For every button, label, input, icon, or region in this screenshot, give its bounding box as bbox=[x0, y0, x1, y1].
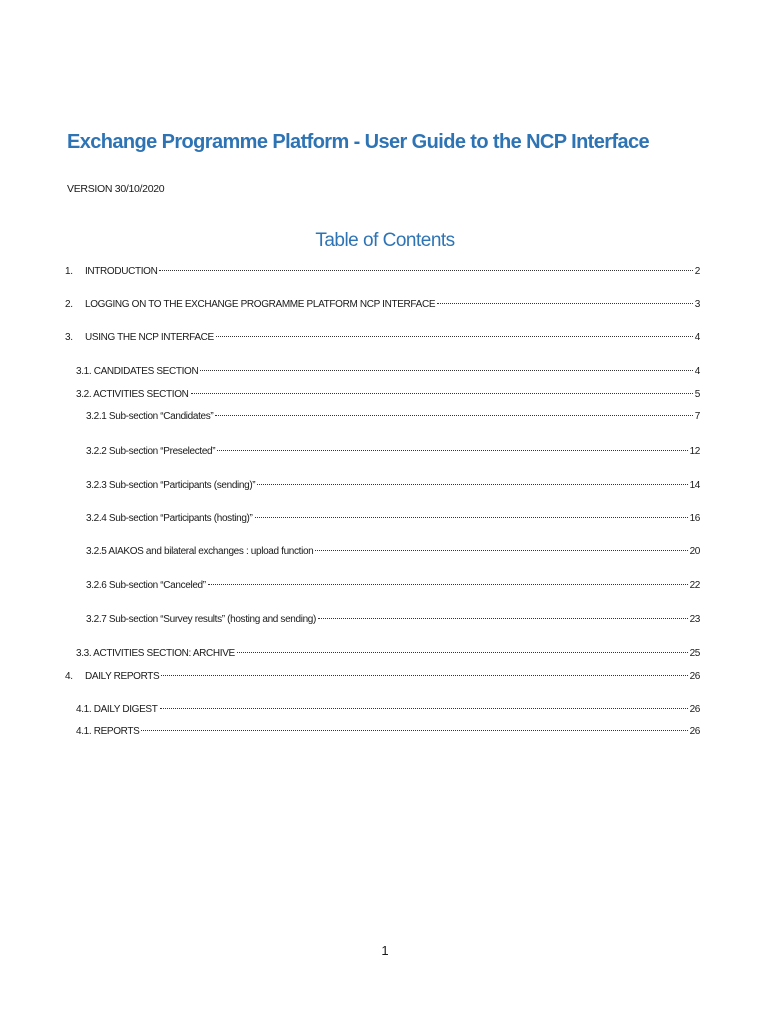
toc-entry-page: 14 bbox=[689, 480, 700, 491]
toc-leader-dots bbox=[159, 270, 692, 271]
toc-entry-page: 4 bbox=[694, 332, 700, 343]
toc-entry-page: 25 bbox=[689, 648, 700, 659]
toc-entry-label: INTRODUCTION bbox=[85, 266, 158, 277]
toc-entry-page: 26 bbox=[689, 671, 700, 682]
toc-entry-number: 3. bbox=[65, 332, 73, 343]
toc-entry-label: USING THE NCP INTERFACE bbox=[85, 332, 214, 343]
toc-entry-page: 26 bbox=[689, 726, 700, 737]
toc-leader-dots bbox=[318, 618, 688, 619]
toc-entry-label: 4.1. REPORTS bbox=[76, 726, 140, 737]
toc-leader-dots bbox=[217, 450, 687, 451]
toc-leader-dots bbox=[161, 675, 687, 676]
toc-entry-label: 3.2. ACTIVITIES SECTION bbox=[76, 389, 189, 400]
toc-entry-label: LOGGING ON TO THE EXCHANGE PROGRAMME PLATFORM NCP INTERFACE bbox=[85, 299, 436, 310]
toc-entry-page: 2 bbox=[694, 266, 700, 277]
toc-leader-dots bbox=[237, 652, 688, 653]
toc-entry-label: 4.1. DAILY DIGEST bbox=[76, 704, 158, 715]
toc-entry-page: 5 bbox=[694, 389, 700, 400]
toc-entry-page: 7 bbox=[694, 411, 700, 422]
toc-entry-subsection-participants-sending[interactable] bbox=[86, 480, 700, 494]
toc-entry-page: 22 bbox=[689, 580, 700, 591]
toc-entry-label: 3.2.2 Sub-section “Preselected” bbox=[86, 446, 216, 457]
toc-entry-label: DAILY REPORTS bbox=[85, 671, 160, 682]
toc-entry-using-ncp-interface[interactable] bbox=[65, 332, 700, 346]
toc-entry-introduction[interactable] bbox=[65, 266, 700, 280]
toc-entry-subsection-candidates[interactable] bbox=[86, 411, 700, 425]
toc-leader-dots bbox=[437, 303, 693, 304]
toc-entry-number: 4. bbox=[65, 671, 73, 682]
toc-entry-subsection-canceled[interactable] bbox=[86, 580, 700, 594]
toc-leader-dots bbox=[215, 415, 692, 416]
toc-entry-reports[interactable] bbox=[76, 726, 700, 740]
toc-entry-daily-digest[interactable] bbox=[76, 704, 700, 718]
toc-entry-label: 3.2.4 Sub-section “Participants (hosting)” bbox=[86, 513, 253, 524]
toc-entry-page: 3 bbox=[694, 299, 700, 310]
toc-leader-dots bbox=[200, 370, 692, 371]
toc-leader-dots bbox=[191, 393, 693, 394]
document-version: VERSION 30/10/2020 bbox=[67, 183, 165, 195]
toc-entry-label: 3.2.5 AIAKOS and bilateral exchanges : upload function bbox=[86, 546, 314, 557]
toc-entry-aiakos-upload[interactable] bbox=[86, 546, 700, 560]
toc-entry-number: 1. bbox=[65, 266, 73, 277]
toc-entry-subsection-participants-hosting[interactable] bbox=[86, 513, 700, 527]
toc-leader-dots bbox=[208, 584, 688, 585]
toc-leader-dots bbox=[255, 517, 688, 518]
toc-entry-page: 12 bbox=[689, 446, 700, 457]
toc-leader-dots bbox=[160, 708, 688, 709]
toc-entry-page: 23 bbox=[689, 614, 700, 625]
toc-leader-dots bbox=[257, 484, 687, 485]
toc-heading: Table of Contents bbox=[315, 230, 455, 251]
toc-entry-page: 4 bbox=[694, 366, 700, 377]
toc-entry-logging-on[interactable] bbox=[65, 299, 700, 313]
toc-entry-label: 3.2.7 Sub-section “Survey results” (hosting and sending) bbox=[86, 614, 316, 625]
toc-entry-subsection-survey-results[interactable] bbox=[86, 614, 700, 628]
document-title: Exchange Programme Platform - User Guide to the NCP Interface bbox=[67, 131, 650, 153]
toc-entry-activities-archive[interactable] bbox=[76, 648, 700, 662]
toc-leader-dots bbox=[141, 730, 687, 731]
toc-leader-dots bbox=[216, 336, 693, 337]
page-number: 1 bbox=[381, 943, 389, 958]
toc-entry-daily-reports[interactable] bbox=[65, 671, 700, 685]
toc-leader-dots bbox=[315, 550, 687, 551]
toc-entry-page: 26 bbox=[689, 704, 700, 715]
toc-entry-page: 16 bbox=[689, 513, 700, 524]
toc-entry-label: 3.1. CANDIDATES SECTION bbox=[76, 366, 199, 377]
toc-entry-number: 2. bbox=[65, 299, 73, 310]
toc-entry-label: 3.2.3 Sub-section “Participants (sending)” bbox=[86, 480, 256, 491]
toc-entry-activities-section[interactable] bbox=[76, 389, 700, 403]
toc-entry-label: 3.3. ACTIVITIES SECTION: ARCHIVE bbox=[76, 648, 235, 659]
toc-entry-label: 3.2.1 Sub-section “Candidates” bbox=[86, 411, 214, 422]
toc-entry-candidates-section[interactable] bbox=[76, 366, 700, 380]
toc-entry-label: 3.2.6 Sub-section “Canceled” bbox=[86, 580, 206, 591]
toc-entry-page: 20 bbox=[689, 546, 700, 557]
toc-entry-subsection-preselected[interactable] bbox=[86, 446, 700, 460]
